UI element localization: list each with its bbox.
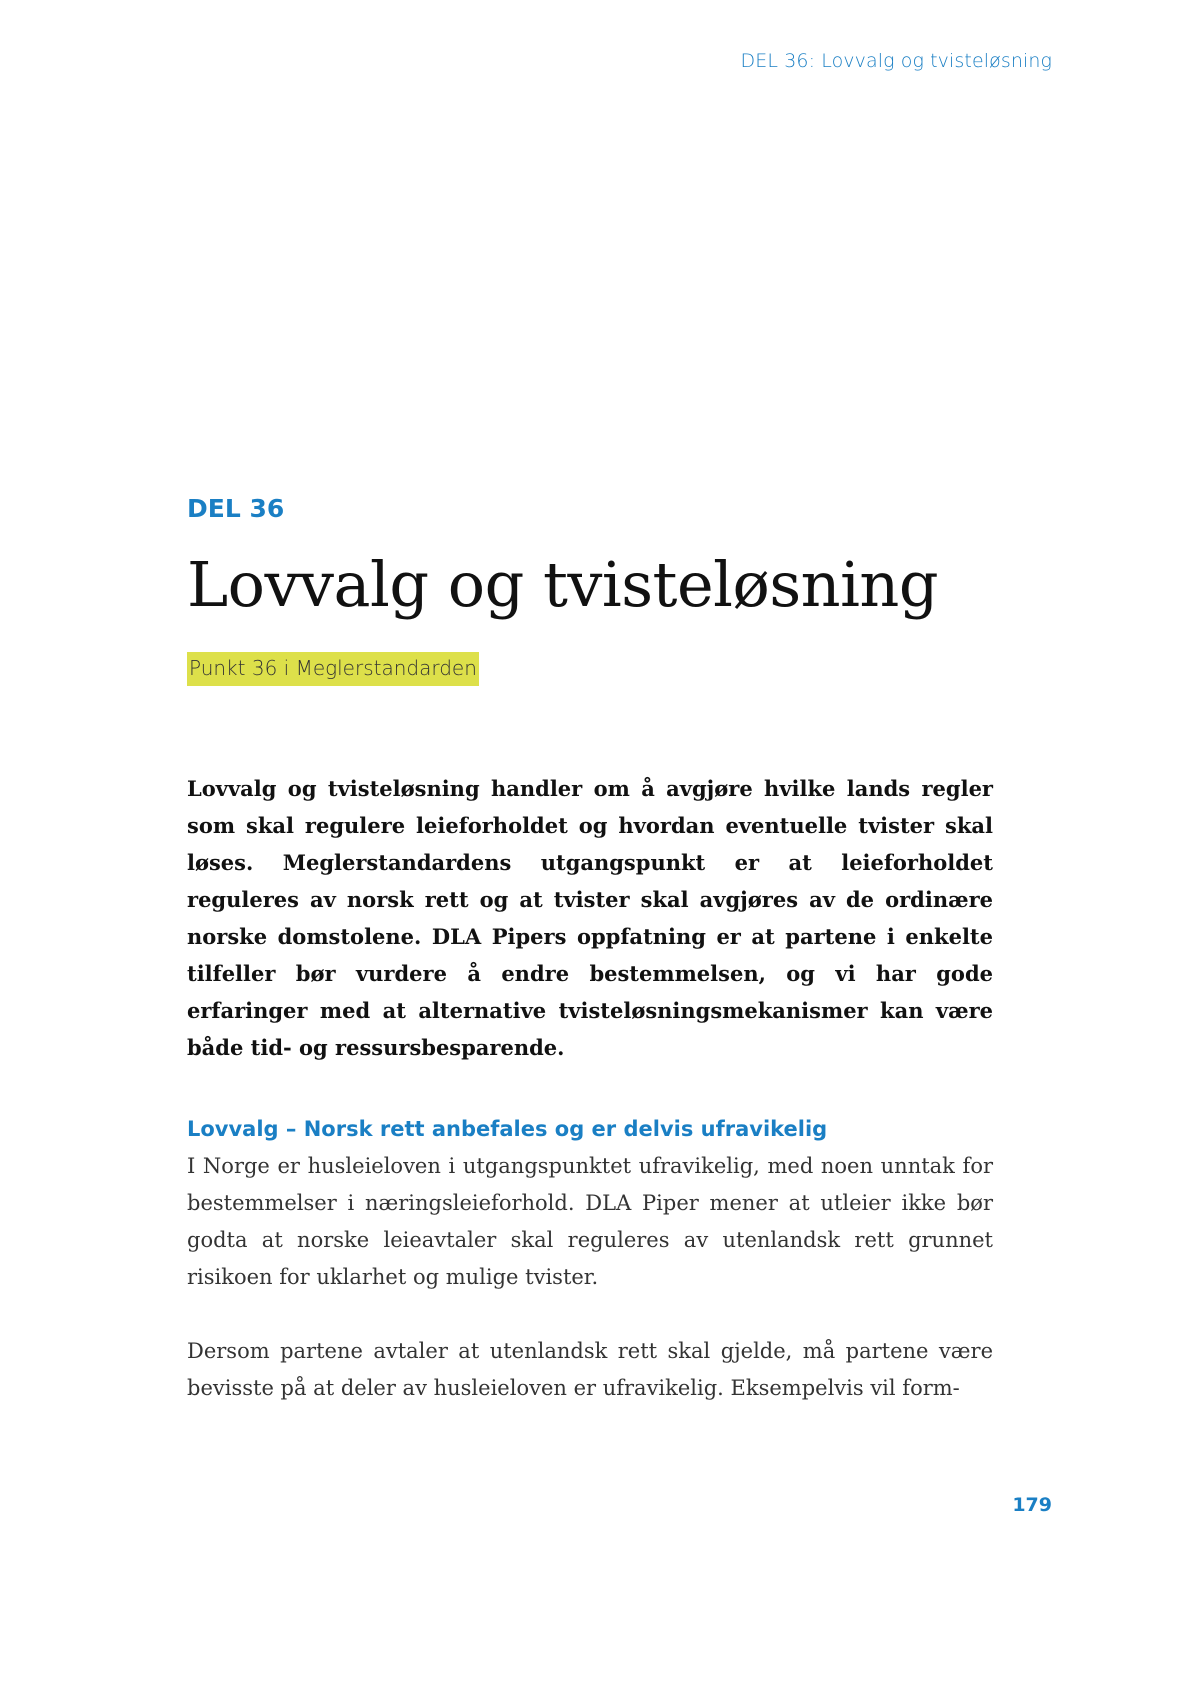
lead-paragraph: Lovvalg og tvisteløsning handler om å avgjøre hvilke lands regler som skal regulere leieforholdet og hvordan eventuelle tvister skal løses. Meglerstandardens utgangspunkt er at leieforholdet reguleres av norsk rett og at tvister skal avgjøres av de ordinære norske domstolene. DLA Pipers oppfatning er at partene i enkelte tilfeller bør vurdere å endre bestemmelsen, og vi har gode erfaringer med at alternative tvisteløsningsmekanismer kan være både tid- og ressursbesparende. bbox=[187, 776, 993, 1061]
subtitle-highlight: Punkt 36 i Meglerstandarden bbox=[187, 652, 479, 686]
page-number: 179 bbox=[1012, 1494, 1052, 1516]
running-header: DEL 36: Lovvalg og tvisteløsning bbox=[740, 50, 1052, 72]
page-content bbox=[187, 494, 993, 1407]
subtitle-container bbox=[187, 652, 993, 686]
chapter-title: Lovvalg og tvisteløsning bbox=[187, 548, 939, 621]
body-paragraph: Dersom partene avtaler at utenlandsk rett skal gjelde, må partene være bevisste på at deler av husleieloven er ufravikelig. Eksempelvis vil form- bbox=[187, 1338, 993, 1400]
section-heading: Lovvalg – Norsk rett anbefales og er delvis ufravikelig bbox=[187, 1117, 828, 1142]
body-paragraph: I Norge er husleieloven i utgangspunktet ufravikelig, med noen unntak for bestemmelser i næringsleieforhold. DLA Piper mener at utleier ikke bør godta at norske leieavtaler skal reguleres av utenlandsk rett grunnet risikoen for uklarhet og mulige tvister. bbox=[187, 1153, 993, 1289]
part-label: DEL 36 bbox=[187, 494, 285, 523]
